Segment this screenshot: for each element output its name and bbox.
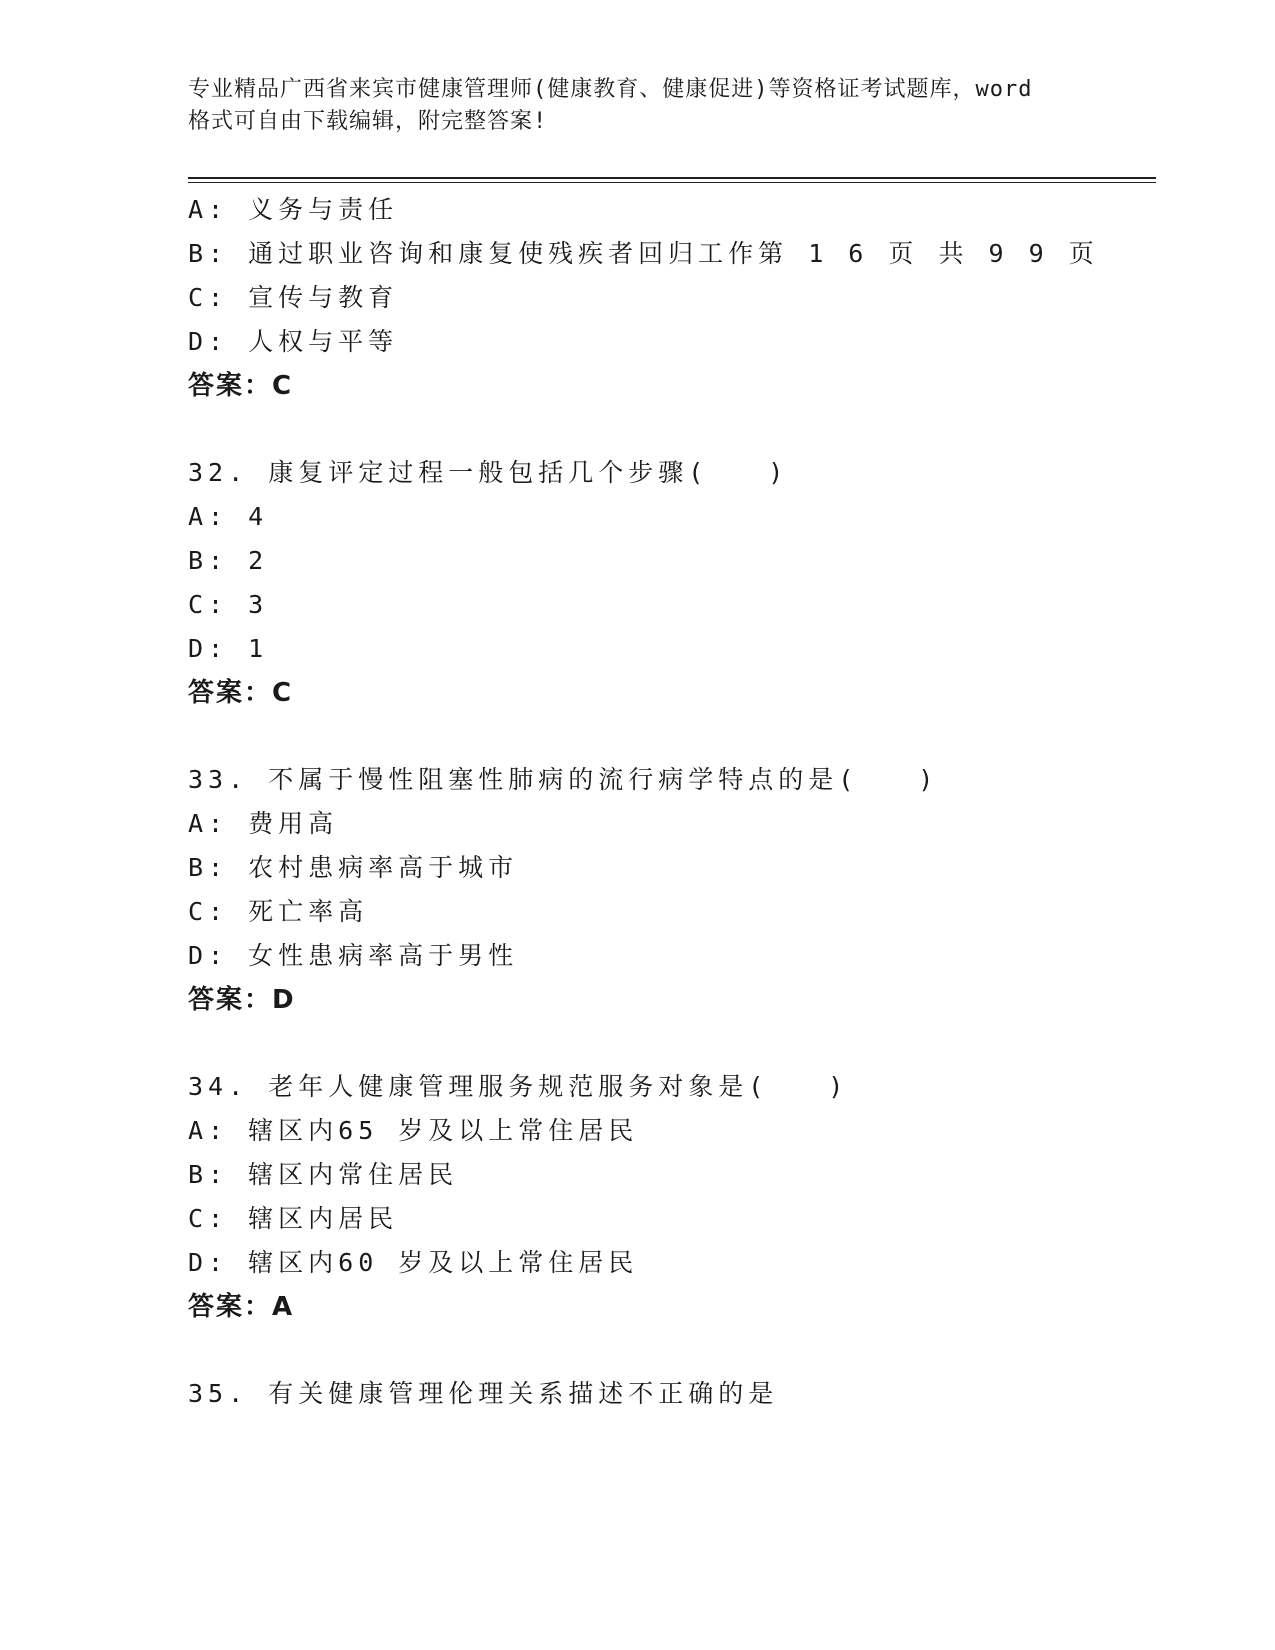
q31-option-a: A: 义务与责任 <box>188 195 399 224</box>
q32-option-d: D: 1 <box>188 634 269 663</box>
q34-answer: 答案：A <box>188 1292 295 1322</box>
document-header <box>188 74 1088 138</box>
q34-question: 34. 老年人健康管理服务规范服务对象是( ) <box>188 1072 849 1101</box>
q32-answer: 答案：C <box>188 678 294 708</box>
q34-option-c: C: 辖区内居民 <box>188 1204 399 1233</box>
q33-option-c: C: 死亡率高 <box>188 897 369 926</box>
q32-option-b: B: 2 <box>188 546 269 575</box>
header-line-1: 专业精品广西省来宾市健康管理师(健康教育、健康促进)等资格证考试题库，word <box>188 77 1033 102</box>
header-rule-top <box>188 177 1156 179</box>
q33-option-b: B: 农村患病率高于城市 <box>188 853 519 882</box>
q34-option-a: A: 辖区内65 岁及以上常住居民 <box>188 1116 639 1145</box>
q33-option-a: A: 费用高 <box>188 809 339 838</box>
q32-question: 32. 康复评定过程一般包括几个步骤( ) <box>188 458 789 487</box>
q31-option-d: D: 人权与平等 <box>188 327 399 356</box>
q34-option-d: D: 辖区内60 岁及以上常住居民 <box>188 1248 639 1277</box>
header-rule-bottom <box>188 182 1156 183</box>
q31-option-b: B: 通过职业咨询和康复使残疾者回归工作第 1 6 页 共 9 9 页 <box>188 239 1099 268</box>
q33-answer: 答案：D <box>188 985 296 1015</box>
q33-option-d: D: 女性患病率高于男性 <box>188 941 519 970</box>
q31-option-c: C: 宣传与教育 <box>188 283 399 312</box>
q32-option-c: C: 3 <box>188 590 269 619</box>
q35-question: 35. 有关健康管理伦理关系描述不正确的是 <box>188 1379 779 1408</box>
q33-question: 33. 不属于慢性阻塞性肺病的流行病学特点的是( ) <box>188 765 939 794</box>
q31-answer: 答案：C <box>188 371 294 401</box>
q34-option-b: B: 辖区内常住居民 <box>188 1160 459 1189</box>
header-line-2: 格式可自由下载编辑，附完整答案! <box>188 109 548 134</box>
q32-option-a: A: 4 <box>188 502 269 531</box>
